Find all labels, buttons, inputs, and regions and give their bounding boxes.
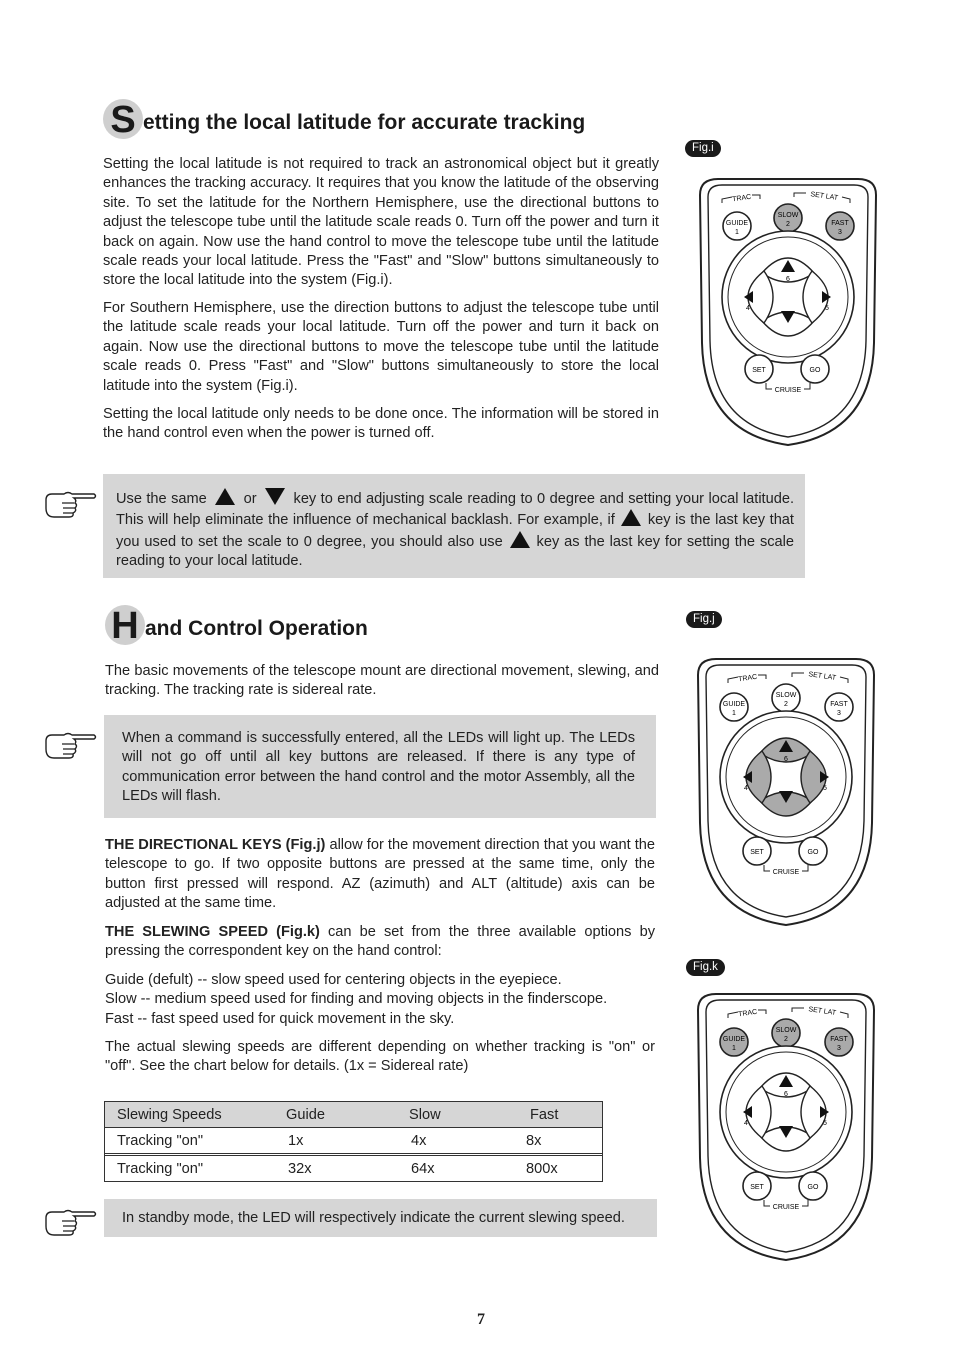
table-header-cell: Guide	[286, 1106, 325, 1123]
trac-label: TRAC	[737, 1008, 758, 1019]
note-leds-text: When a command is successfully entered, all the LEDs will light up. The LEDs will not go off until all key buttons are released. If there is any type of communication error between the hand control and the motor Assembly, all the LEDs will flash.	[122, 730, 635, 805]
note-text-a: Use the same	[116, 491, 207, 507]
fast-label: FAST	[830, 701, 848, 708]
section-title: and Control Operation	[145, 617, 368, 640]
section-heading-latitude	[103, 99, 586, 143]
cruise-label: CRUISE	[774, 387, 802, 394]
paragraph-slewing-speed	[105, 923, 655, 962]
paragraph-southern: For Southern Hemisphere, use the direction buttons to adjust the telescope tube until the latitude scale reads your local latitude. Turn off the power and turn it back on again. Now use the directional buttons to move the telescope tube until the latitude scale reads 0. Press "Fast" and "Slow" buttons simultaneously to store the local latitude into the system (Fig.i).	[103, 300, 659, 394]
list-item: Guide (defult) -- slow speed used for centering objects in the eyepiece.	[105, 972, 562, 988]
guide-number: 1	[735, 229, 739, 236]
table-cell: 1x	[288, 1132, 304, 1149]
right-number: 5	[825, 305, 829, 312]
guide-number: 1	[732, 1045, 736, 1052]
guide-label: GUIDE	[725, 220, 749, 227]
slow-label: SLOW	[775, 1027, 797, 1034]
slow-label: SLOW	[775, 692, 797, 699]
slow-label: SLOW	[777, 212, 799, 219]
table-cell: Tracking "on"	[117, 1132, 204, 1149]
guide-number: 1	[732, 710, 736, 717]
cruise-label: CRUISE	[772, 869, 800, 876]
up-number: 6	[784, 1091, 788, 1098]
right-number: 5	[823, 785, 827, 792]
up-number: 6	[784, 756, 788, 763]
table-cell: 64x	[411, 1160, 435, 1177]
list-item: Slow -- medium speed used for finding and moving objects in the finderscope.	[105, 991, 608, 1008]
slow-number: 2	[784, 701, 788, 708]
set-lat-label: SET LAT	[807, 671, 837, 682]
trac-label: TRAC	[731, 193, 752, 204]
dropcap-s: S	[103, 99, 143, 139]
fast-label: FAST	[830, 1036, 848, 1043]
note-box-backlash	[103, 474, 805, 578]
trac-label: TRAC	[737, 673, 758, 684]
note-text-b: or	[243, 491, 257, 507]
go-label: GO	[807, 849, 819, 856]
hand-controller-illustration	[686, 653, 886, 931]
hand-controller-illustration	[686, 988, 886, 1266]
page-number: 7	[477, 1311, 485, 1328]
note-text-e: key as the last key for setting the scale reading to your local latitude.	[116, 533, 795, 570]
left-number: 4	[744, 1120, 748, 1127]
table-header-row	[105, 1102, 603, 1128]
set-label: SET	[752, 367, 766, 374]
figure-label: Fig.j	[686, 611, 722, 628]
down-arrow-icon	[265, 488, 285, 505]
up-arrow-icon	[510, 531, 530, 548]
slow-number: 2	[784, 1036, 788, 1043]
note-box-leds	[104, 715, 656, 818]
table-cell: 8x	[526, 1132, 542, 1149]
table-row	[105, 1128, 603, 1154]
pointing-hand-icon	[44, 1208, 98, 1238]
up-number: 6	[786, 276, 790, 283]
fast-number: 3	[837, 1045, 841, 1052]
figure-label: Fig.i	[685, 140, 721, 157]
note-standby-text: In standby mode, the LED will respectively indicate the current slewing speed.	[122, 1210, 625, 1226]
note-backlash-text	[116, 488, 794, 572]
table-cell: 4x	[411, 1132, 427, 1149]
fast-label: FAST	[831, 220, 849, 227]
right-number: 5	[823, 1120, 827, 1127]
slewing-speed-label: THE SLEWING SPEED (Fig.k)	[105, 924, 320, 940]
direction-pad	[720, 711, 852, 843]
speed-options-list	[105, 971, 665, 1029]
direction-pad	[722, 231, 854, 363]
hand-controller-illustration	[688, 173, 888, 451]
paragraph-directional-keys	[105, 836, 655, 914]
set-lat-label: SET LAT	[809, 191, 839, 202]
fast-number: 3	[838, 229, 842, 236]
left-number: 4	[746, 305, 750, 312]
cruise-label: CRUISE	[772, 1204, 800, 1211]
speed-table	[104, 1101, 603, 1182]
slow-number: 2	[786, 221, 790, 228]
note-box-standby	[104, 1199, 657, 1237]
guide-label: GUIDE	[722, 1036, 746, 1043]
paragraph-once: Setting the local latitude only needs to be done once. The information will be stored in the hand control even when the power is turned off.	[103, 406, 659, 442]
pointing-hand-icon	[44, 490, 98, 520]
section-title: etting the local latitude for accurate tracking	[143, 111, 586, 134]
table-cell: Tracking "on"	[117, 1160, 204, 1177]
paragraph-actual-speeds: The actual slewing speeds are different depending on whether tracking is "on" or "off". See the chart below for details. (1x = Sidereal rate)	[105, 1039, 655, 1075]
go-label: GO	[809, 367, 821, 374]
guide-label: GUIDE	[722, 701, 746, 708]
up-arrow-icon	[621, 509, 641, 526]
set-lat-label: SET LAT	[807, 1006, 837, 1017]
go-label: GO	[807, 1184, 819, 1191]
directional-keys-text: allow for the movement direction that you want the telescope to go. If two opposite buttons are pressed at the same time, only the button first pressed will respond. AZ (azimuth) and ALT (altitude) axis can be adjusted at the same time.	[105, 837, 655, 912]
figure-label: Fig.k	[686, 959, 725, 976]
up-arrow-icon	[215, 488, 235, 505]
paragraph-northern: Setting the local latitude is not required to track an astronomical object but it greatly enhances the tracking accuracy. It requires that you know the latitude of the observing site. To set the latitude for the Northern Hemisphere, use the directional buttons to adjust the telescope tube until the latitude scale reads 0. Turn off the power and turn it back on again. Now use the hand control to move the telescope tube until the latitude scale reads your local latitude. Press the "Fast" and "Slow" buttons simultaneously to store the local latitude into the system (Fig.i).	[103, 156, 659, 289]
dropcap-h: H	[105, 605, 145, 645]
table-cell: 32x	[288, 1160, 312, 1177]
fast-number: 3	[837, 710, 841, 717]
note-text-d: key is the last key that you used to set the scale to 0 degree, you should also use	[116, 512, 794, 550]
set-label: SET	[750, 1184, 764, 1191]
table-header-cell: Slewing Speeds	[117, 1106, 222, 1123]
directional-keys-label: THE DIRECTIONAL KEYS (Fig.j)	[105, 837, 326, 853]
left-number: 4	[744, 785, 748, 792]
paragraph-intro: The basic movements of the telescope mount are directional movement, slewing, and tracking. The tracking rate is sidereal rate.	[105, 663, 659, 699]
direction-pad	[720, 1046, 852, 1178]
list-item: Fast -- fast speed used for quick movement in the sky.	[105, 1010, 455, 1027]
table-row	[105, 1156, 603, 1182]
table-cell: 800x	[526, 1160, 558, 1177]
set-label: SET	[750, 849, 764, 856]
table-header-cell: Slow	[409, 1106, 441, 1123]
pointing-hand-icon	[44, 731, 98, 761]
slewing-speed-text: can be set from the three available options by pressing the correspondent key on the hand control:	[105, 924, 655, 960]
note-text-c: key to end adjusting scale reading to 0 degree and setting your local latitude. This will help eliminate the influence of mechanical backlash. For example, if	[116, 491, 795, 529]
table-header-cell: Fast	[530, 1106, 559, 1123]
section-heading-hand-control	[105, 605, 368, 649]
